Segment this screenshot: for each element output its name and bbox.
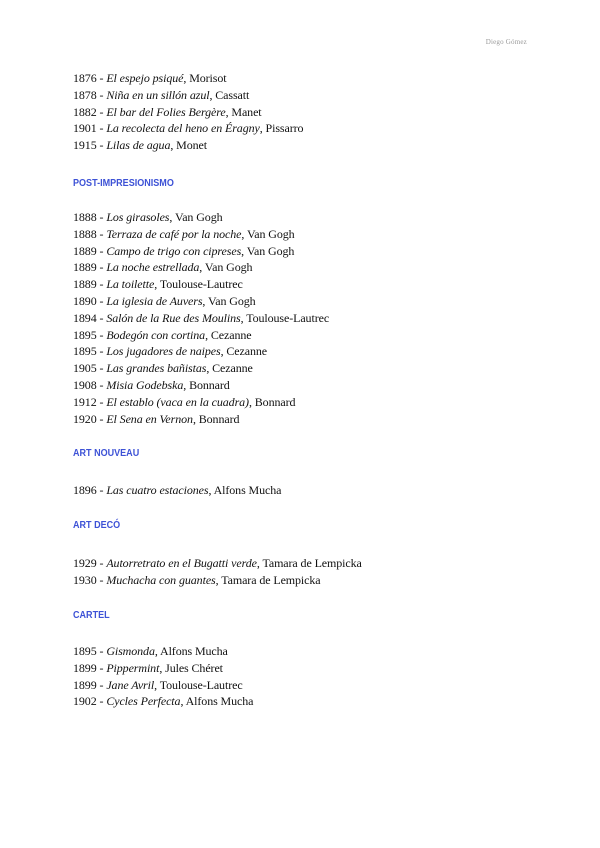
artwork-entry: 1930 - Muchacha con guantes, Tamara de Lempicka xyxy=(73,572,321,587)
artwork-entry: 1882 - El bar del Folies Bergère, Manet xyxy=(73,104,262,119)
section-impresionismo-continued xyxy=(73,70,533,154)
artwork-entry: 1888 - Los girasoles, Van Gogh xyxy=(73,210,223,224)
entry-list xyxy=(73,70,533,154)
artwork-entry: 1899 - Jane Avril, Toulouse-Lautrec xyxy=(73,677,243,692)
artwork-entry: 1876 - El espejo psiqué, Morisot xyxy=(73,71,227,85)
artwork-entry: 1895 - Bodegón con cortina, Cezanne xyxy=(73,327,252,342)
section-heading: ART NOUVEAU xyxy=(73,447,140,459)
section-art-deco-list xyxy=(73,555,533,589)
artwork-entry: 1895 - Los jugadores de naipes, Cezanne xyxy=(73,344,267,359)
artwork-entry: 1894 - Salón de la Rue des Moulins, Toulouse-Lautrec xyxy=(73,310,330,325)
section-heading: POST-IMPRESIONISMO xyxy=(73,177,174,189)
artwork-entry: 1908 - Misia Godebska, Bonnard xyxy=(73,377,230,392)
artwork-entry: 1901 - La recolecta del heno en Éragny, Pissarro xyxy=(73,121,304,136)
section-cartel xyxy=(73,608,533,622)
artwork-entry: 1902 - Cycles Perfecta, Alfons Mucha xyxy=(73,694,254,709)
page-header-author: Diego Gómez xyxy=(485,38,527,46)
artwork-entry: 1889 - La toilette, Toulouse-Lautrec xyxy=(73,277,243,292)
artwork-entry: 1895 - Gismonda, Alfons Mucha xyxy=(73,644,228,658)
section-art-nouveau-list xyxy=(73,482,533,499)
artwork-entry: 1929 - Autorretrato en el Bugatti verde, Tamara de Lempicka xyxy=(73,556,362,570)
artwork-entry: 1889 - Campo de trigo con cipreses, Van Gogh xyxy=(73,243,295,258)
artwork-entry: 1905 - Las grandes bañistas, Cezanne xyxy=(73,361,253,376)
entry-list xyxy=(73,209,533,427)
section-heading: CARTEL xyxy=(73,609,110,621)
artwork-entry: 1888 - Terraza de café por la noche, Van Gogh xyxy=(73,226,295,241)
section-post-impresionismo xyxy=(73,176,533,190)
artwork-entry: 1915 - Lilas de agua, Monet xyxy=(73,138,208,153)
section-cartel-list xyxy=(73,643,533,710)
section-post-impresionismo-list xyxy=(73,209,533,427)
section-heading: ART DECÓ xyxy=(73,519,121,531)
artwork-entry: 1912 - El establo (vaca en la cuadra), Bonnard xyxy=(73,394,296,409)
section-art-deco xyxy=(73,518,533,532)
entry-list xyxy=(73,482,533,499)
entry-list xyxy=(73,555,533,589)
artwork-entry: 1889 - La noche estrellada, Van Gogh xyxy=(73,260,253,275)
artwork-entry: 1920 - El Sena en Vernon, Bonnard xyxy=(73,411,240,426)
entry-list xyxy=(73,643,533,710)
artwork-entry: 1890 - La iglesia de Auvers, Van Gogh xyxy=(73,293,256,308)
artwork-entry: 1878 - Niña en un sillón azul, Cassatt xyxy=(73,87,250,102)
artwork-entry: 1899 - Pippermint, Jules Chéret xyxy=(73,660,223,675)
section-art-nouveau xyxy=(73,446,533,460)
artwork-entry: 1896 - Las cuatro estaciones, Alfons Mucha xyxy=(73,483,282,497)
